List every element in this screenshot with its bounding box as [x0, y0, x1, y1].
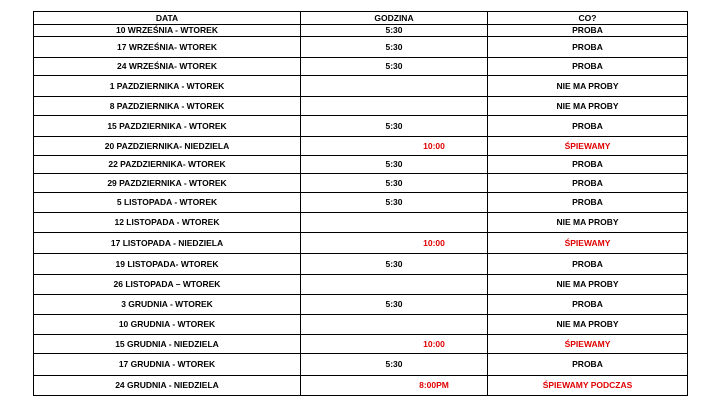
- row-time: [301, 97, 488, 116]
- row-date: 22 PAZDZIERNIKA- WTOREK: [34, 156, 301, 174]
- header-date: DATA: [34, 12, 301, 25]
- table-row: [34, 213, 688, 233]
- row-date: 3 GRUDNIA - WTOREK: [34, 295, 301, 315]
- row-time: 8:00PM: [301, 376, 488, 396]
- row-activity: ŚPIEWAMY: [488, 137, 688, 156]
- table-row: [34, 376, 688, 396]
- row-time: 5:30: [301, 156, 488, 174]
- row-date: 5 LISTOPADA - WTOREK: [34, 193, 301, 213]
- row-time: 5:30: [301, 25, 488, 37]
- row-date: 29 PAZDZIERNIKA - WTOREK: [34, 174, 301, 193]
- table-row: [34, 354, 688, 376]
- table-row: [34, 315, 688, 335]
- table-header-row: [34, 12, 688, 25]
- row-time: 10:00: [301, 335, 488, 354]
- row-time: [301, 213, 488, 233]
- row-date: 15 GRUDNIA - NIEDZIELA: [34, 335, 301, 354]
- row-activity: PROBA: [488, 37, 688, 58]
- row-date: 19 LISTOPADA- WTOREK: [34, 254, 301, 275]
- header-time: GODZINA: [301, 12, 488, 25]
- row-date: 15 PAZDZIERNIKA - WTOREK: [34, 116, 301, 137]
- table-body: [34, 25, 688, 396]
- table-row: [34, 254, 688, 275]
- row-activity: NIE MA PROBY: [488, 76, 688, 97]
- row-activity: ŚPIEWAMY: [488, 335, 688, 354]
- table-row: [34, 335, 688, 354]
- row-time: 10:00: [301, 233, 488, 254]
- header-what: CO?: [488, 12, 688, 25]
- row-time: 5:30: [301, 193, 488, 213]
- row-time: 5:30: [301, 254, 488, 275]
- row-time: 5:30: [301, 116, 488, 137]
- row-date: 10 WRZEŚNIA - WTOREK: [34, 25, 301, 37]
- row-activity: PROBA: [488, 58, 688, 76]
- row-date: 1 PAZDZIERNIKA - WTOREK: [34, 76, 301, 97]
- row-date: 12 LISTOPADA - WTOREK: [34, 213, 301, 233]
- table-row: [34, 76, 688, 97]
- row-activity: PROBA: [488, 116, 688, 137]
- row-time: 5:30: [301, 37, 488, 58]
- row-date: 24 WRZEŚNIA- WTOREK: [34, 58, 301, 76]
- row-time: [301, 275, 488, 295]
- row-activity: NIE MA PROBY: [488, 275, 688, 295]
- rehearsal-schedule-table: [33, 11, 688, 396]
- row-date: 8 PAZDZIERNIKA - WTOREK: [34, 97, 301, 116]
- table-row: [34, 58, 688, 76]
- row-time: [301, 315, 488, 335]
- row-time: 5:30: [301, 174, 488, 193]
- row-date: 17 LISTOPADA - NIEDZIELA: [34, 233, 301, 254]
- row-activity: PROBA: [488, 193, 688, 213]
- row-activity: ŚPIEWAMY PODCZAS: [488, 376, 688, 396]
- row-activity: PROBA: [488, 295, 688, 315]
- table-row: [34, 174, 688, 193]
- row-date: 26 LISTOPADA – WTOREK: [34, 275, 301, 295]
- row-activity: PROBA: [488, 156, 688, 174]
- table-row: [34, 37, 688, 58]
- table-row: [34, 193, 688, 213]
- row-activity: PROBA: [488, 174, 688, 193]
- row-time: 5:30: [301, 354, 488, 376]
- row-activity: NIE MA PROBY: [488, 97, 688, 116]
- row-activity: PROBA: [488, 254, 688, 275]
- row-date: 17 WRZEŚNIA- WTOREK: [34, 37, 301, 58]
- row-time: 5:30: [301, 58, 488, 76]
- table-row: [34, 233, 688, 254]
- row-date: 24 GRUDNIA - NIEDZIELA: [34, 376, 301, 396]
- row-date: 17 GRUDNIA - WTOREK: [34, 354, 301, 376]
- table-row: [34, 295, 688, 315]
- row-time: 10:00: [301, 137, 488, 156]
- table-row: [34, 97, 688, 116]
- table-row: [34, 137, 688, 156]
- row-date: 20 PAZDZIERNIKA- NIEDZIELA: [34, 137, 301, 156]
- table-row: [34, 156, 688, 174]
- row-date: 10 GRUDNIA - WTOREK: [34, 315, 301, 335]
- row-activity: PROBA: [488, 25, 688, 37]
- table-row: [34, 116, 688, 137]
- row-time: 5:30: [301, 295, 488, 315]
- table-row: [34, 275, 688, 295]
- table-row: [34, 25, 688, 37]
- row-activity: NIE MA PROBY: [488, 315, 688, 335]
- row-activity: ŚPIEWAMY: [488, 233, 688, 254]
- row-activity: NIE MA PROBY: [488, 213, 688, 233]
- row-activity: PROBA: [488, 354, 688, 376]
- row-time: [301, 76, 488, 97]
